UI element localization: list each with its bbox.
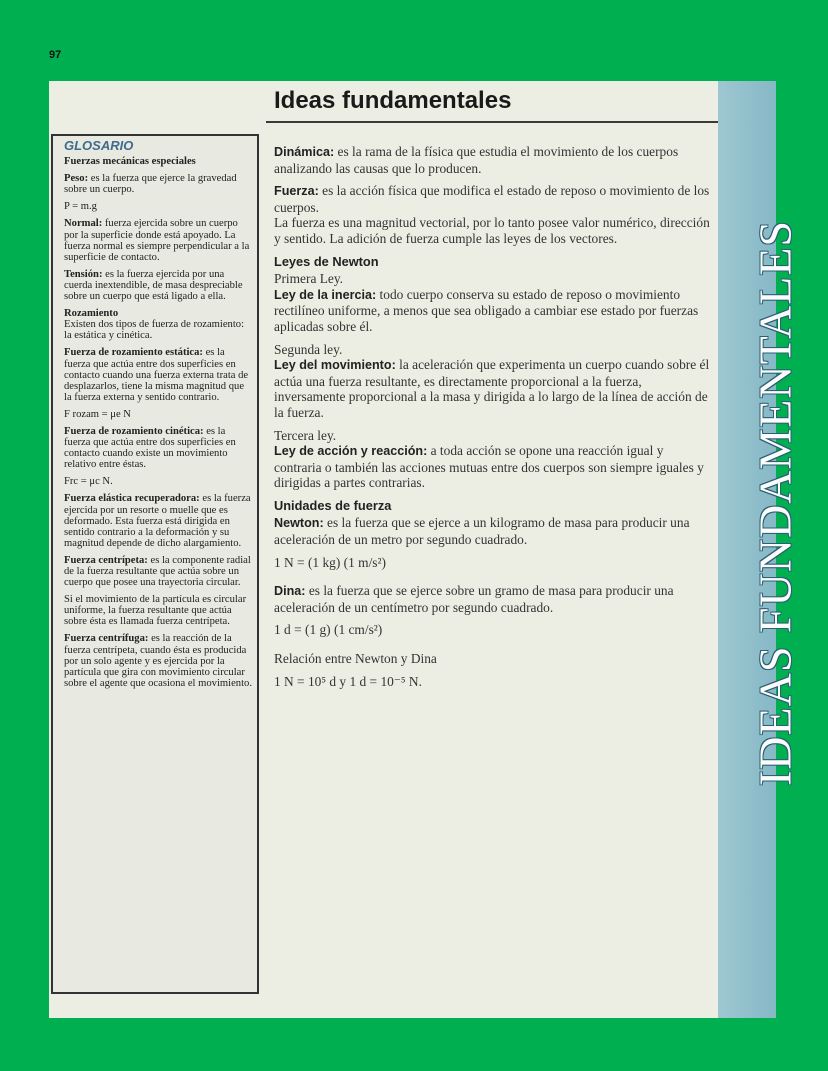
glossary-entry-normal: Normal: fuerza ejercida sobre un cuerpo por la superficie donde está apoyado. La fuerza normal es siempre perpendicular a la superficie de contacto. bbox=[64, 218, 250, 263]
glossary-entry-peso: Peso: es la fuerza que ejerce la gravedad sobre un cuerpo. bbox=[64, 173, 237, 196]
glossary-title: GLOSARIO bbox=[64, 138, 134, 153]
relation-title: Relación entre Newton y Dina bbox=[274, 651, 437, 667]
formula-peso: P = m.g bbox=[64, 201, 97, 213]
page-title: Ideas fundamentales bbox=[274, 87, 512, 114]
page-number: 97 bbox=[49, 49, 62, 61]
glossary-entry-tension: Tensión: es la fuerza ejercida por una cuerda inextendible, de masa despreciable sobre un cuerpo que está ligado a ella. bbox=[64, 268, 243, 303]
glossary-note-centripeta: Si el movimiento de la partícula es circular uniforme, la fuerza resultante que actúa sobre ésta es llamada fuerza centrípeta. bbox=[64, 594, 247, 628]
formula-relation: 1 N = 10⁵ d y 1 d = 10⁻⁵ N. bbox=[274, 673, 422, 689]
definition-dinamica: Dinámica: es la rama de la física que estudia el movimiento de los cuerpos analizando las causas que lo producen. bbox=[274, 144, 679, 176]
glossary-entry-estatica: Fuerza de rozamiento estática: es la fuerza que actúa entre dos superficies en contacto cuando una fuerza externa trata de desplazarlos, tiene la misma magnitud que la fuerza externa y sentido contrario. bbox=[64, 347, 249, 403]
glossary-subtitle: Fuerzas mecánicas especiales bbox=[64, 156, 196, 168]
section-title-leyes: Leyes de Newton bbox=[274, 253, 379, 269]
formula-dina: 1 d = (1 g) (1 cm/s²) bbox=[274, 622, 383, 638]
section-title-unidades: Unidades de fuerza bbox=[274, 497, 392, 513]
formula-estatica: F rozam = μe N bbox=[64, 408, 131, 420]
textbook-page bbox=[49, 81, 801, 1018]
glossary-entry-rozamiento: Rozamiento Existen dos tipos de fuerza de rozamiento: la estática y cinética. bbox=[64, 308, 245, 342]
main-content bbox=[274, 144, 710, 696]
law-second: Segunda ley. Ley del movimiento: la aceleración que experimenta un cuerpo cuando sobre él actúa una fuerza resultante, es directamente proporcional a la fuerza, inversamente proporcional a la masa y dirigida a lo largo de la línea de acción de la fuerza. bbox=[274, 341, 710, 420]
glossary-entry-centrifuga: Fuerza centrífuga: es la reacción de la fuerza centrípeta, cuando ésta es producida por un solo agente y es ejercida por la partícula que gira con movimiento circular sobre el agente que ocasiona el movimiento. bbox=[64, 633, 252, 689]
law-first: Primera Ley. Ley de la inercia: todo cuerpo conserva su estado de reposo o movimiento rectilíneo uniforme, a menos que sea obligado a cambiar ese estado por fuerzas aplicadas sobre él. bbox=[274, 271, 699, 334]
glossary-entry-elastica: Fuerza elástica recuperadora: es la fuerza ejercida por un resorte o muelle que es deformado. Esta fuerza está dirigida en sentido contrario a la deformación y su magnitud depende de dicho alargamiento. bbox=[64, 493, 251, 549]
definition-dina: Dina: es la fuerza que se ejerce sobre un gramo de masa para producir una aceleración de un centímetro por segundo cuadrado. bbox=[274, 583, 674, 615]
law-third: Tercera ley. Ley de acción y reacción: a toda acción se opone una reacción igual y contraria o también las acciones mutuas entre dos cuerpos son siempre iguales y dirigidas a partes contrarias. bbox=[274, 427, 704, 491]
glossary-entry-centripeta: Fuerza centrípeta: es la componente radial de la fuerza resultante que actúa sobre un cuerpo que posee una trayectoria circular. bbox=[64, 554, 251, 589]
side-title: IDEAS FUNDAMENTALES bbox=[749, 219, 801, 787]
definition-fuerza: Fuerza: es la acción física que modifica el estado de reposo o movimiento de los cuerpos. La fuerza es una magnitud vectorial, por lo tanto posee valor numérico, dirección y sentido. La adición de fuerza cumple las leyes de los vectores. bbox=[274, 183, 710, 246]
definition-newton: Newton: es la fuerza que se ejerce a un kilogramo de masa para producir una aceleración de un metro por segundo cuadrado. bbox=[274, 515, 690, 548]
title-rule bbox=[266, 121, 718, 123]
glossary-entry-cinetica: Fuerza de rozamiento cinética: es la fuerza que actúa entre dos superficies en contacto cuando existe un movimiento relativo entre éstas. bbox=[64, 425, 236, 471]
formula-cinetica: Frc = μc N. bbox=[64, 476, 113, 488]
formula-newton: 1 N = (1 kg) (1 m/s²) bbox=[274, 554, 386, 570]
glossary-box bbox=[51, 134, 259, 994]
